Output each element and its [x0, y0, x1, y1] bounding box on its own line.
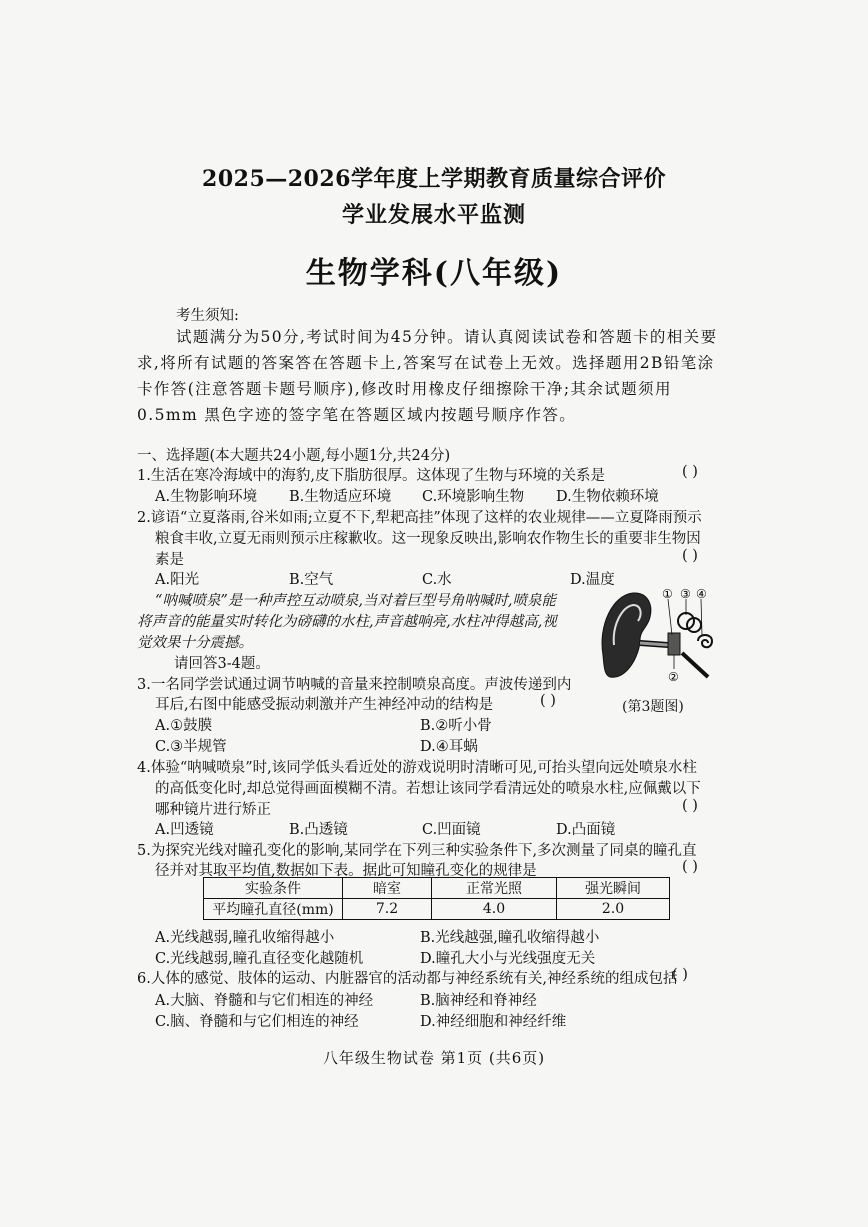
passage-line-2: 将声音的能量实时转化为磅礴的水柱,声音越响亮,水柱冲得越高,视: [137, 614, 557, 630]
label-3: ③: [680, 587, 691, 601]
q1-stem: 1.生活在寒冷海域中的海豹,皮下脂肪很厚。这体现了生物与环境的关系是: [137, 468, 605, 484]
label-1: ①: [662, 587, 673, 601]
passage-prompt: 请回答3-4题。: [174, 656, 270, 672]
label-2: ②: [668, 670, 679, 684]
q4-option-d: D.凸面镜: [556, 822, 616, 838]
q2-answer-paren: ( ): [682, 548, 698, 564]
table-header-cell: 暗室: [343, 878, 432, 899]
exam-title-line2: 学业发展水平监测: [341, 202, 526, 228]
notice-line-4: 0.5mm 黑色字迹的签字笔在答题区域内按题号顺序作答。: [137, 406, 577, 424]
ear-diagram: [598, 585, 728, 685]
q4-option-a: A.凹透镜: [155, 822, 214, 838]
q3-option-d: D.④耳蜗: [420, 739, 478, 755]
q5-stem-line-1: 5.为探究光线对瞳孔变化的影响,某同学在下列三种实验条件下,多次测量了同桌的瞳孔直: [137, 843, 697, 859]
q4-option-c: C.凹面镜: [422, 822, 481, 838]
table-cell: 2.0: [557, 899, 670, 920]
table-header-cell: 实验条件: [204, 878, 343, 899]
q6-option-c: C.脑、脊髓和与它们相连的神经: [155, 1014, 359, 1030]
q2-option-a: A.阳光: [155, 572, 200, 588]
notice-line-1: 试题满分为50分,考试时间为45分钟。请认真阅读试卷和答题卡的相关要: [176, 328, 718, 346]
q6-answer-paren: ( ): [672, 967, 688, 983]
q1-option-b: B.生物适应环境: [289, 489, 392, 505]
q5-option-d: D.瞳孔大小与光线强度无关: [420, 951, 596, 967]
q4-stem-line-3: 哪种镜片进行矫正: [155, 802, 271, 818]
exam-title-line1: 2025—2026学年度上学期教育质量综合评价: [202, 166, 666, 192]
q1-answer-paren: ( ): [682, 464, 698, 480]
q6-option-d: D.神经细胞和神经纤维: [420, 1014, 567, 1030]
q2-option-d: D.温度: [570, 572, 615, 588]
q6-stem: 6.人体的感觉、肢体的运动、内脏器官的活动都与神经系统有关,神经系统的组成包括: [137, 971, 678, 987]
q3-option-a: A.①鼓膜: [155, 718, 213, 734]
q5-option-c: C.光线越弱,瞳孔直径变化越随机: [155, 951, 364, 967]
q3-option-c: C.③半规管: [155, 739, 227, 755]
table-cell: 7.2: [343, 899, 432, 920]
ear-structure-figure: [598, 585, 728, 685]
table-header-cell: 强光瞬间: [557, 878, 670, 899]
q5-option-a: A.光线越弱,瞳孔收缩得越小: [155, 930, 335, 946]
q3-stem-line-2: 耳后,右图中能感受振动刺激并产生神经冲动的结构是: [155, 697, 494, 713]
notice-line-3: 卡作答(注意答题卡题号顺序),修改时用橡皮仔细擦除干净;其余试题须用: [137, 380, 672, 398]
q4-stem-line-2: 的高低变化时,却总觉得画面模糊不清。若想让该同学看清远处的喷泉水柱,应佩戴以下: [155, 781, 701, 797]
q1-option-c: C.环境影响生物: [422, 489, 525, 505]
q2-option-b: B.空气: [289, 572, 334, 588]
label-4: ④: [696, 587, 707, 601]
table-header-row: [204, 878, 670, 899]
q3-answer-paren: ( ): [540, 693, 556, 709]
passage-line-1: “呐喊喷泉”是一种声控互动喷泉,当对着巨型号角呐喊时,喷泉能: [155, 593, 557, 609]
q5-stem-line-2: 径并对其取平均值,数据如下表。据此可知瞳孔变化的规律是: [155, 863, 537, 879]
table-header-cell: 正常光照: [432, 878, 557, 899]
table-cell: 4.0: [432, 899, 557, 920]
q2-stem-line-2: 粮食丰收,立夏无雨则预示庄稼歉收。这一现象反映出,影响农作物生长的重要非生物因: [155, 531, 701, 547]
table-row: [204, 899, 670, 920]
q3-option-b: B.②听小骨: [420, 718, 492, 734]
figure-caption: (第3题图): [622, 699, 684, 715]
q4-stem-line-1: 4.体验“呐喊喷泉”时,该同学低头看近处的游戏说明时清晰可见,可抬头望向远处喷泉水柱: [137, 760, 697, 776]
q1-option-d: D.生物依赖环境: [556, 489, 659, 505]
section-title: 一、选择题(本大题共24小题,每小题1分,共24分): [137, 448, 451, 464]
page-footer: 八年级生物试卷 第1页 (共6页): [322, 1049, 546, 1067]
q3-stem-line-1: 3.一名同学尝试通过调节呐喊的音量来控制喷泉高度。声波传递到内: [137, 677, 572, 693]
q4-answer-paren: ( ): [682, 798, 698, 814]
notice-heading: 考生须知:: [176, 308, 239, 324]
notice-line-2: 求,将所有试题的答案答在答题卡上,答案写在试卷上无效。选择题用2B铅笔涂: [137, 354, 715, 372]
table-cell: 平均瞳孔直径(mm): [204, 899, 343, 920]
passage-line-3: 觉效果十分震撼。: [137, 635, 253, 651]
subject-title: 生物学科(八年级): [305, 256, 563, 291]
q5-answer-paren: ( ): [682, 859, 698, 875]
q2-option-c: C.水: [422, 572, 452, 588]
q1-option-a: A.生物影响环境: [155, 489, 258, 505]
pupil-diameter-table: [203, 877, 670, 920]
q2-stem-line-1: 2.谚语“立夏落雨,谷米如雨;立夏不下,犁耙高挂”体现了这样的农业规律——立夏降雨预示: [137, 510, 702, 526]
q5-option-b: B.光线越强,瞳孔收缩得越小: [420, 930, 600, 946]
q2-stem-line-3: 素是: [155, 552, 184, 568]
q6-option-a: A.大脑、脊髓和与它们相连的神经: [155, 993, 374, 1009]
q4-option-b: B.凸透镜: [289, 822, 348, 838]
q6-option-b: B.脑神经和脊神经: [420, 993, 537, 1009]
